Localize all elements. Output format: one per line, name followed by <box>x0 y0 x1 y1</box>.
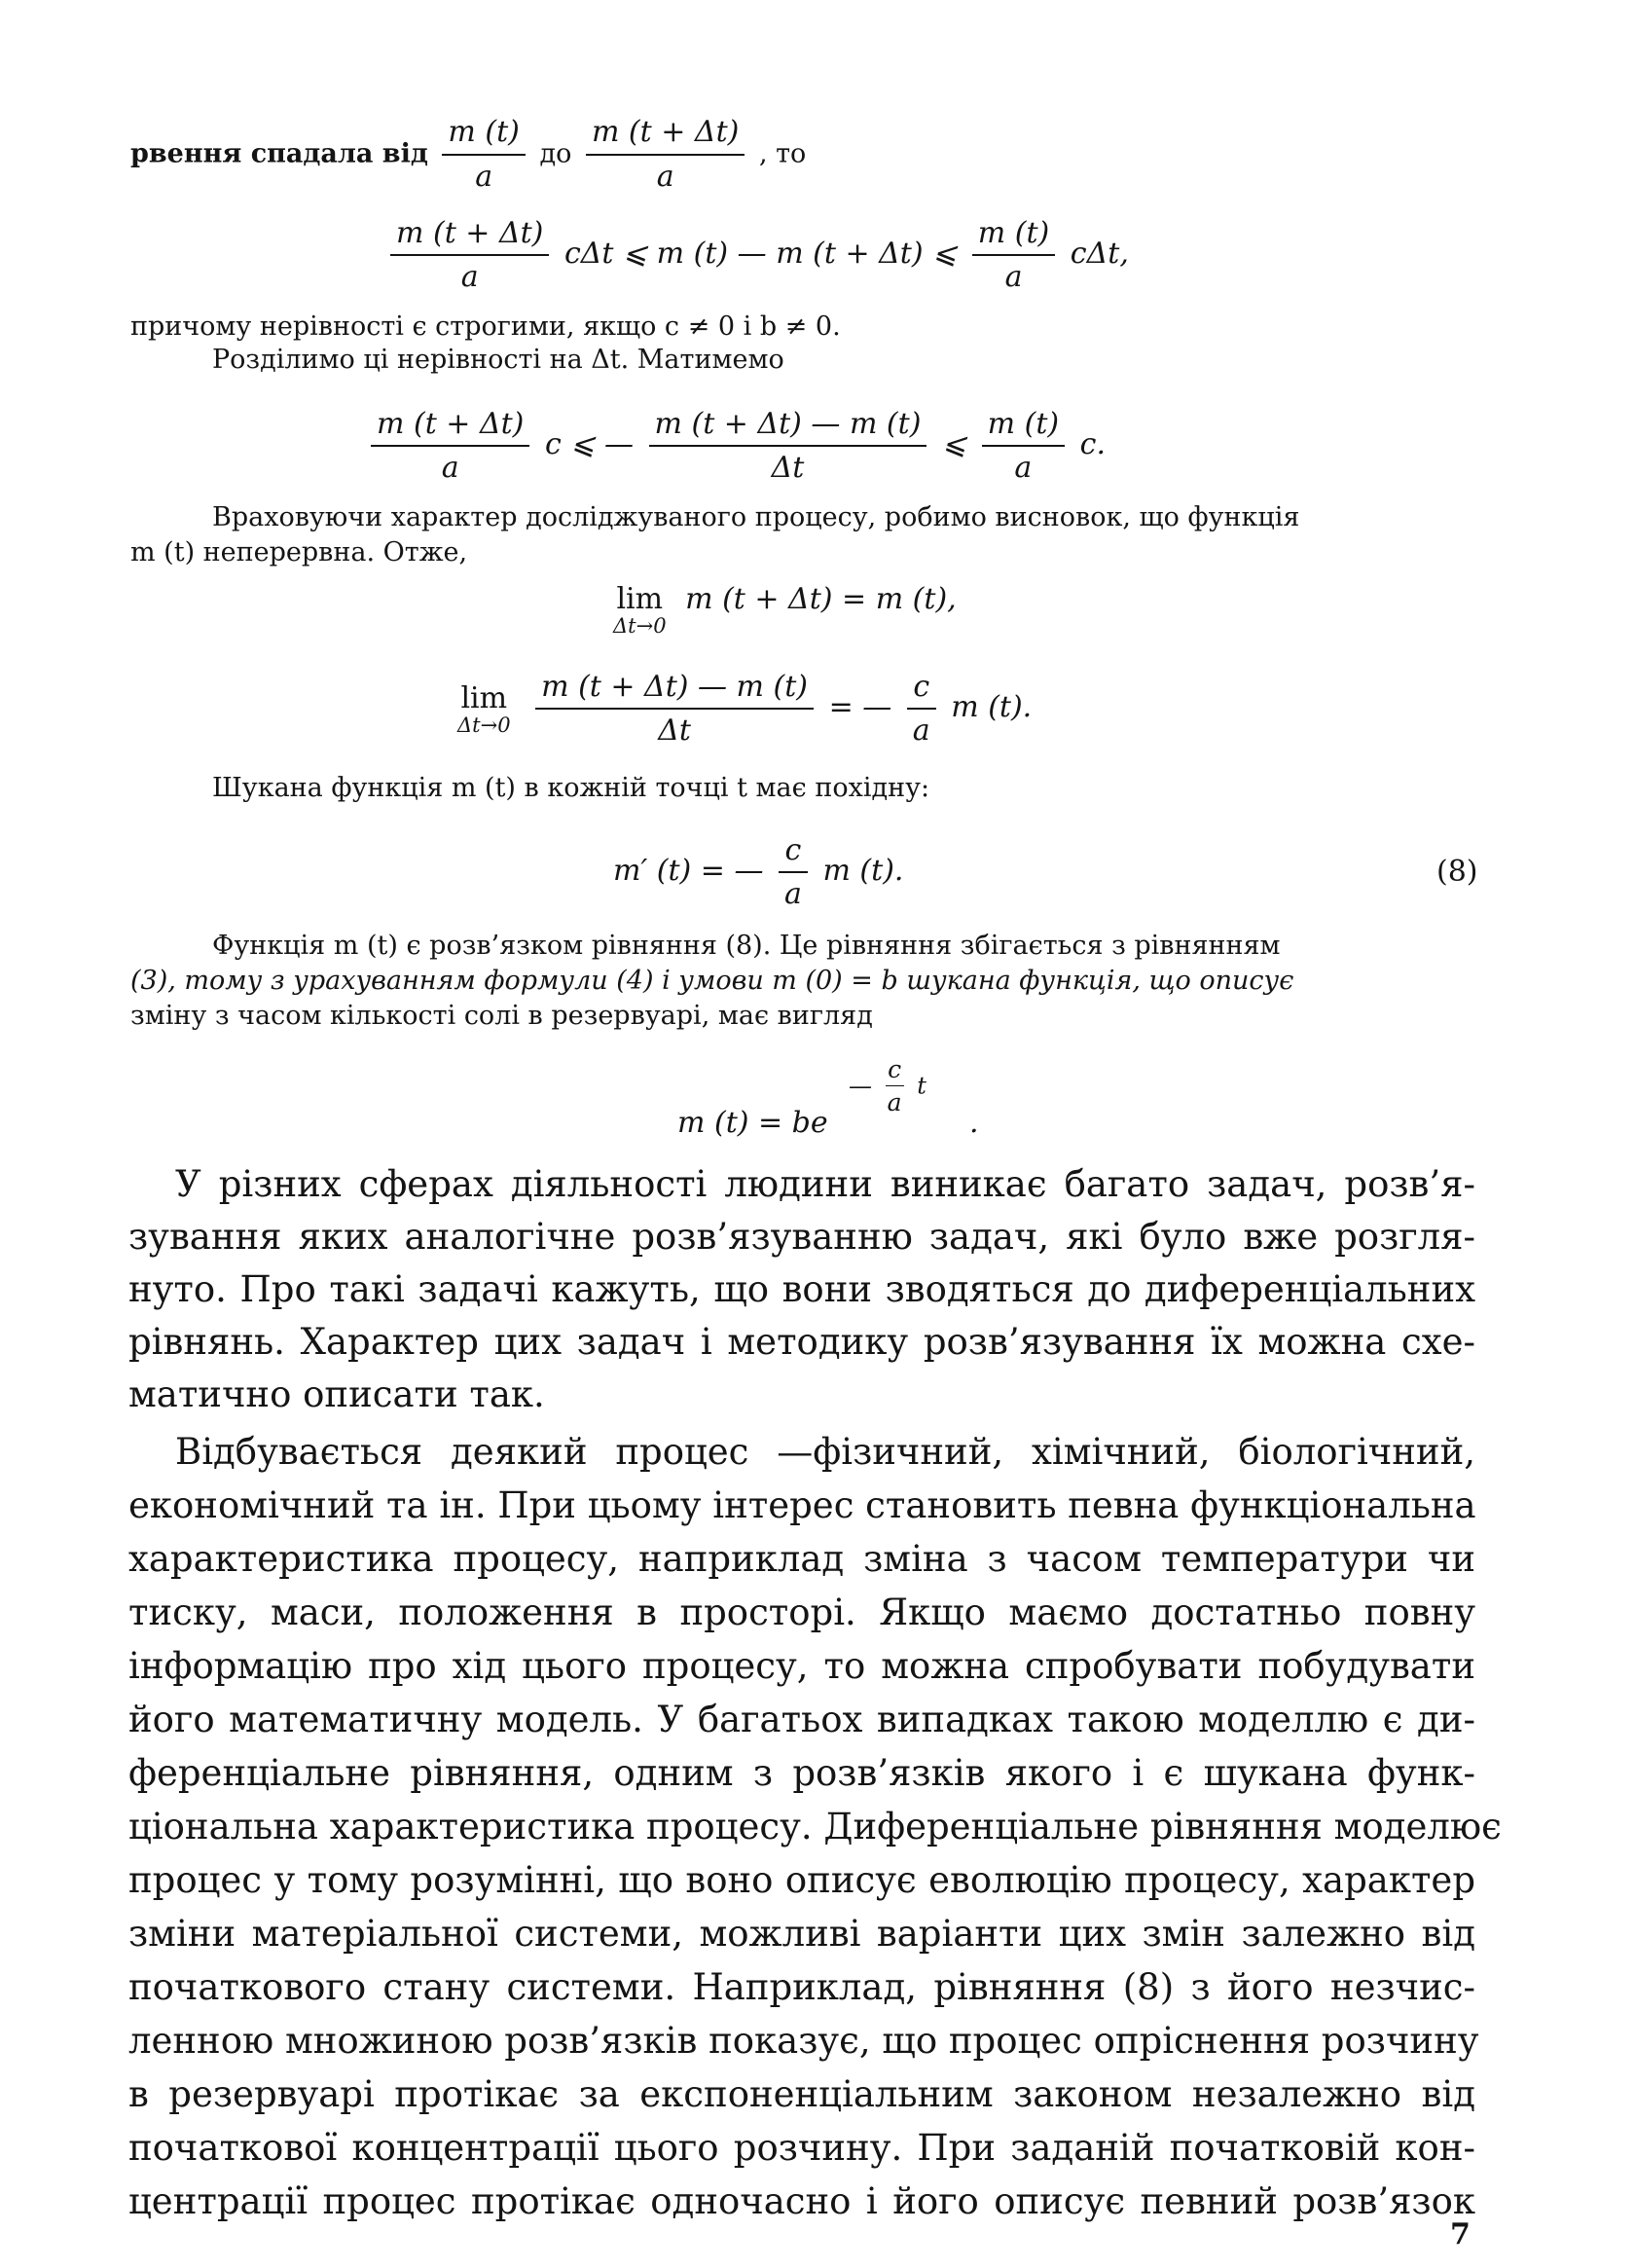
eq8-rhs: m (t). <box>822 854 904 888</box>
top-suffix: , то <box>758 138 807 169</box>
divide-note: Розділимо ці нерівності на Δt. Матимемо <box>212 345 784 375</box>
paragraph-2-line: тиску, маси, положення в просторі. Якщо маємо достатньо повну <box>128 1591 1475 1633</box>
paragraph-2-line: ціональна характеристика процесу. Диференціальне рівняння моделює <box>128 1806 1502 1847</box>
limit-1-expression: m (t + Δt) = m (t), <box>685 582 957 616</box>
top-line <box>130 115 806 195</box>
conclusion-line-2: m (t) неперервна. Отже, <box>130 537 468 567</box>
limit-1-operator: lim Δt→0 <box>613 582 667 638</box>
equation-8-label: (8) <box>1436 855 1478 889</box>
ineq2-fraction-2: $\frac{m (t + \Delta t) — m (t)}{\Delta t}$ <box>649 407 927 485</box>
limit-2-operator: lim Δt→0 <box>457 680 511 737</box>
paragraph-2-line: процес у тому розумінні, що воно описує еволюцію процесу, характер <box>128 1859 1475 1901</box>
paragraph-2-line: початкового стану системи. Наприклад, рівняння (8) з його незчис- <box>128 1966 1475 2008</box>
ineq2-fraction-3: $\frac{m (t)}{a}$ <box>982 407 1065 485</box>
paragraph-2-line: в резервуарі протікає за експоненціальним законом незалежно від <box>128 2073 1475 2115</box>
final-formula-exponent <box>849 1055 926 1116</box>
page-number: 7 <box>1450 2217 1471 2251</box>
final-formula-lhs: m (t) = be <box>677 1106 828 1140</box>
exponent-minus: — <box>849 1072 872 1100</box>
solution-line-3: зміну з часом кількості солі в резервуарі, має вигляд <box>130 1001 873 1031</box>
ineq2-fraction-1: $\frac{m (t + \Delta t)}{a}$ <box>371 407 529 485</box>
exponent-c-over-a: $\frac{c}{a}$ <box>887 1055 902 1116</box>
eq8-c-over-a: $\frac{c}{a}$ <box>779 833 808 911</box>
limit-1 <box>613 582 957 638</box>
ineq2-mid1: c ⩽ — <box>544 427 634 461</box>
paragraph-2-line: характеристика процесу, наприклад зміна з часом температури чи <box>128 1538 1475 1580</box>
solution-line-1: Функція m (t) є розв’язком рівняння (8). Це рівняння збігається з рівнянням <box>212 931 1281 961</box>
eq8-lhs: m′ (t) = — <box>613 854 764 888</box>
paragraph-1-line: рівнянь. Характер цих задач і методику розв’язування їх можна схе- <box>128 1321 1475 1363</box>
paragraph-2-line: ленною множиною розв’язків показує, що процес опріснення розчину <box>128 2020 1479 2062</box>
top-between: до <box>539 138 572 169</box>
paragraph-2-line: його математичну модель. У багатьох випадках такою моделлю є ди- <box>128 1699 1475 1740</box>
conclusion-line-1: Враховуючи характер досліджуваного процесу, робимо висновок, що функція <box>212 502 1300 532</box>
ineq1-fraction-right: $\frac{m (t)}{a}$ <box>972 216 1055 294</box>
final-formula-dot: . <box>969 1106 979 1140</box>
limit-2-fraction: $\frac{m (t + \Delta t) — m (t)}{\Delta t}$ <box>535 670 814 748</box>
paragraph-1-line: нуто. Про такі задачі кажуть, що вони зводяться до диференціальних <box>128 1268 1475 1310</box>
paragraph-1-line: матично описати так. <box>128 1373 545 1415</box>
paragraph-2-line: ференціальне рівняння, одним з розв’язків якого і є шукана функ- <box>128 1752 1475 1794</box>
ineq1-fraction-left: $\frac{m (t + \Delta t)}{a}$ <box>390 216 549 294</box>
ineq1-tail: cΔt, <box>1070 237 1129 271</box>
limit-2-tail: m (t). <box>951 690 1033 724</box>
paragraph-2-line: зміни матеріальної системи, можливі варіанти цих змін залежно від <box>128 1913 1475 1955</box>
inequality-2 <box>365 407 1106 485</box>
limit-2 <box>457 670 1032 748</box>
derivative-note: Шукана функція m (t) в кожній точці t має похідну: <box>212 773 930 803</box>
paragraph-1-line: зування яких аналогічне розв’язуванню задач, які було вже розгля- <box>128 1216 1475 1258</box>
fraction-m-t-over-a: $\frac{m (t)}{a}$ <box>442 115 525 195</box>
fraction-m-t-plus-dt-over-a: $\frac{m (t + \Delta t)}{a}$ <box>586 115 745 195</box>
strict-note: причому нерівності є строгими, якщо c ≠ 0 і b ≠ 0. <box>130 311 841 342</box>
paragraph-2-line: центрації процес протікає одночасно і його описує певний розв’язок <box>128 2180 1475 2222</box>
limit-2-c-over-a: $\frac{c}{a}$ <box>907 670 936 748</box>
paragraph-1-line: У різних сферах діяльності людини виникає багато задач, розв’я- <box>175 1163 1475 1205</box>
equation-8 <box>613 833 903 911</box>
paragraph-2-line: початкової концентрації цього розчину. При заданій початковій кон- <box>128 2127 1475 2169</box>
limit-2-mid: = — <box>828 690 892 724</box>
ineq2-tail: c. <box>1079 427 1106 461</box>
final-formula <box>677 1055 989 1143</box>
paragraph-2-line: Відбувається деякий процес —фізичний, хімічний, біологічний, <box>175 1431 1475 1473</box>
exponent-t: t <box>917 1072 926 1100</box>
solution-line-2: (3), тому з урахуванням формули (4) і умови m (0) = b шукана функція, що описує <box>130 966 1294 996</box>
paragraph-2-line: інформацію про хід цього процесу, то можна спробувати побудувати <box>128 1645 1475 1687</box>
paragraph-2-line: економічний та ін. При цьому інтерес становить певна функціональна <box>128 1484 1476 1526</box>
ineq1-middle: cΔt ⩽ m (t) — m (t + Δt) ⩽ <box>563 237 958 271</box>
inequality-1 <box>384 216 1129 294</box>
top-prefix: рвення спадала від <box>130 138 428 169</box>
ineq2-mid2: ⩽ <box>941 427 967 461</box>
